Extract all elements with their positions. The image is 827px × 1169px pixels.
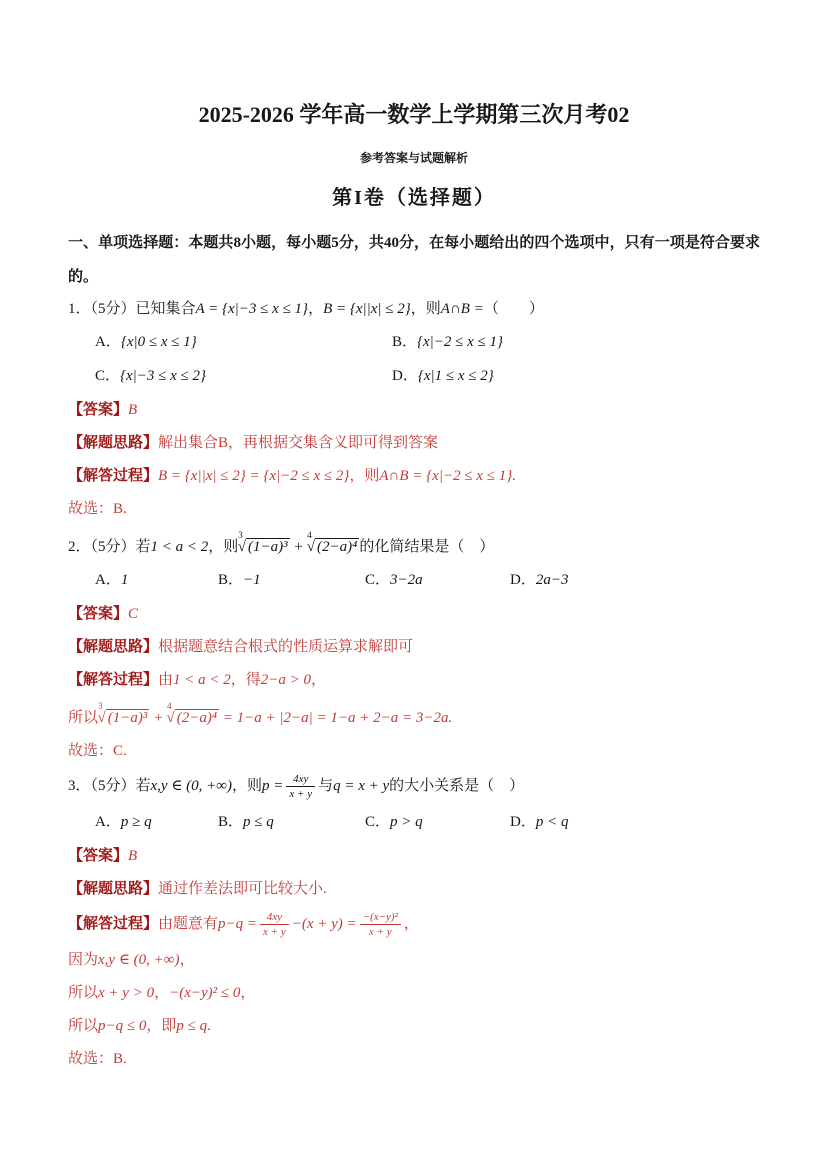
option-d: [510, 811, 760, 833]
idea-text: 通过作差法即可比较大小.: [158, 881, 327, 897]
option-c-text: p > q: [390, 814, 423, 830]
option-d-label: D．: [392, 368, 418, 384]
question-2-options: [68, 569, 760, 591]
idea-label: 【解题思路】: [68, 435, 159, 451]
question-1-idea: [68, 432, 760, 454]
option-a-text: 1: [120, 572, 129, 588]
option-b-text: {x|−2 ≤ x ≤ 1}: [417, 334, 504, 350]
question-2-process-2: 所以$^3$√ (1−a)³ + $^4$√ (2−a)⁴ = 1−a + |2−a| = 1−a + 2−a = 3−2a.: [68, 701, 453, 726]
question-1-options: [68, 331, 760, 387]
option-d-text: p < q: [535, 814, 569, 830]
answer-label: 【答案】: [68, 606, 129, 622]
option-d-label: D．: [510, 572, 536, 588]
option-c-text: {x|−3 ≤ x ≤ 2}: [120, 368, 207, 384]
question-3-process-2: 因为x,y ∈ (0, +∞)，: [68, 952, 195, 968]
process-label: 【解答过程】: [68, 915, 159, 932]
option-c: [365, 569, 510, 591]
answer-label: 【答案】: [68, 402, 129, 418]
idea-label: 【解题思路】: [68, 881, 159, 897]
question-2-idea: [68, 636, 760, 658]
document-subtitle: 参考答案与试题解析: [359, 151, 468, 165]
option-b: [218, 811, 365, 833]
question-3-idea: [68, 878, 760, 900]
option-d-text: 2a−3: [535, 572, 569, 588]
option-c-label: C．: [365, 572, 391, 588]
option-c-label: C．: [365, 814, 391, 830]
option-d-label: D．: [510, 814, 536, 830]
answer-value: B: [128, 402, 138, 418]
question-1: [68, 298, 760, 520]
idea-text: 根据题意结合根式的性质运算求解即可: [158, 639, 414, 655]
question-3-options: [68, 811, 760, 833]
option-b-label: B．: [218, 814, 244, 830]
process-text: 由题意有p−q = $\frac{4xy}{x + y}$ −(x + y) = $\frac{\text{−(x−y)²}}{x + y}$ ，: [158, 911, 419, 938]
option-b-text: p ≤ q: [243, 814, 274, 830]
option-a: [95, 811, 218, 833]
question-3-process-1: [68, 911, 760, 938]
question-2-stem: 2．（5分）若1 < a < 2，则$^3$√ (1−a)³ + $^4$√ (2−a)⁴ 的化简结果是（ ）: [68, 530, 495, 555]
question-2-conclusion: 故选：C.: [68, 743, 127, 759]
option-c: [95, 365, 392, 387]
section-heading: 第I卷（选择题）: [332, 187, 496, 209]
option-a-text: p ≥ q: [120, 814, 152, 830]
document-title: 2025-2026 学年高一数学上学期第三次月考02: [198, 102, 630, 127]
process-label: 【解答过程】: [68, 468, 159, 484]
question-3-process-3: 所以x + y > 0，−(x−y)² ≤ 0，: [68, 985, 256, 1001]
answer-value: B: [128, 848, 138, 864]
option-a-label: A．: [95, 572, 121, 588]
option-d-text: {x|1 ≤ x ≤ 2}: [417, 368, 494, 384]
option-c-text: 3−2a: [390, 572, 423, 588]
question-1-conclusion: 故选：B.: [68, 501, 127, 517]
option-a: [95, 569, 218, 591]
process-text: B = {x||x| ≤ 2} = {x|−2 ≤ x ≤ 2}，则A∩B = {x|−2 ≤ x ≤ 1}.: [158, 468, 516, 484]
question-1-answer: [68, 399, 760, 421]
question-2-answer: [68, 603, 760, 625]
question-1-process: [68, 465, 760, 487]
idea-label: 【解题思路】: [68, 639, 159, 655]
option-d: [510, 569, 760, 591]
option-b-label: B．: [392, 334, 418, 350]
option-b-text: −1: [243, 572, 261, 588]
section-instructions: 一、单项选择题：本题共8小题，每小题5分，共40分，在每小题给出的四个选项中，只有一项是符合要求的。: [68, 235, 760, 285]
idea-text: 解出集合B，再根据交集含义即可得到答案: [158, 435, 439, 451]
question-3: [68, 773, 760, 1070]
question-2-process-1: [68, 669, 760, 691]
option-c-label: C．: [95, 368, 121, 384]
question-1-stem: 1．（5分）已知集合A = {x|−3 ≤ x ≤ 1}，B = {x||x| ≤ 2}，则A∩B =（ ）: [68, 301, 544, 317]
option-d: [392, 365, 760, 387]
answer-label: 【答案】: [68, 848, 129, 864]
option-a-text: {x|0 ≤ x ≤ 1}: [120, 334, 197, 350]
question-2: [68, 531, 760, 762]
option-a: [95, 331, 392, 353]
option-c: [365, 811, 510, 833]
answer-value: C: [128, 606, 139, 622]
question-3-stem: 3．（5分）若x,y ∈ (0, +∞)，则p = $\frac{4xy}{x + y}$ 与q = x + y的大小关系是（ ）: [68, 773, 525, 800]
question-3-answer: [68, 845, 760, 867]
option-b: [392, 331, 760, 353]
question-3-conclusion: 故选：B.: [68, 1051, 127, 1067]
process-text: 由1 < a < 2，得2−a > 0，: [158, 672, 327, 688]
option-b: [218, 569, 365, 591]
option-a-label: A．: [95, 814, 121, 830]
question-3-process-4: 所以p−q ≤ 0，即p ≤ q.: [68, 1018, 211, 1034]
option-b-label: B．: [218, 572, 244, 588]
process-label: 【解答过程】: [68, 672, 159, 688]
option-a-label: A．: [95, 334, 121, 350]
